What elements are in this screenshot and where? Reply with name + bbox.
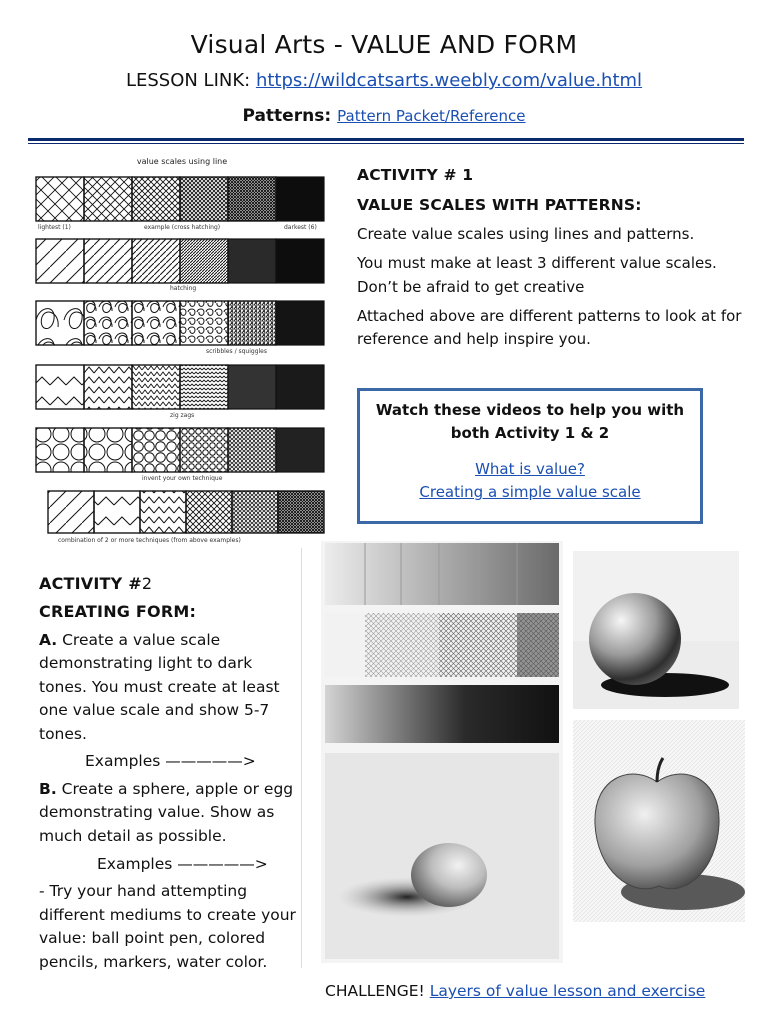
part-b-text: Create a sphere, apple or egg demonstrating value. Show as much detail as possible. xyxy=(39,779,294,845)
caption-lightest: lightest (1) xyxy=(38,224,71,231)
activity-1-heading: ACTIVITY # 1 xyxy=(357,166,474,184)
column-divider xyxy=(301,548,302,968)
videos-heading-line-1: Watch these videos to help you with xyxy=(375,401,685,419)
header-divider xyxy=(28,138,744,141)
patterns-label: Patterns: xyxy=(242,106,332,126)
activity-2-heading xyxy=(39,572,301,596)
activity-2-heading-prefix: ACTIVITY # xyxy=(39,574,142,593)
header-divider-thin xyxy=(28,143,744,144)
videos-heading-line-2: both Activity 1 & 2 xyxy=(450,423,610,442)
scale-row-crosshatch xyxy=(36,177,324,221)
examples-arrow-2: Examples —————> xyxy=(97,854,268,873)
activity-2 xyxy=(39,572,301,978)
scale-row-hatching xyxy=(36,239,324,283)
page-title: Visual Arts - VALUE AND FORM xyxy=(190,30,578,59)
challenge-line xyxy=(325,982,705,1000)
activity-1-text-1: Create value scales using lines and patterns. xyxy=(357,225,695,244)
videos-heading xyxy=(360,399,700,444)
caption-scribbles: scribbles / squiggles xyxy=(206,348,268,355)
patterns-line xyxy=(0,106,768,126)
activity-2-subheading: CREATING FORM: xyxy=(39,602,197,622)
part-b-label: B. xyxy=(39,779,57,798)
caption-hatching: hatching xyxy=(170,285,197,292)
lesson-link-label: LESSON LINK: xyxy=(125,70,256,91)
videos-box xyxy=(357,388,703,524)
activity-2-part-a xyxy=(39,629,301,747)
pattern-packet-link[interactable]: Pattern Packet/Reference xyxy=(337,107,526,125)
scale-row-combination xyxy=(48,491,324,533)
value-strip-1 xyxy=(325,543,559,605)
caption-invent: invent your own technique xyxy=(142,475,223,482)
scales-title: value scales using line xyxy=(136,157,228,166)
what-is-value-link[interactable]: What is value? xyxy=(475,460,585,478)
apple-drawing-image xyxy=(573,720,745,922)
caption-darkest: darkest (6) xyxy=(284,224,317,231)
lesson-link-line xyxy=(0,70,768,91)
activity-1-subheading: VALUE SCALES WITH PATTERNS: xyxy=(357,196,642,215)
caption-example: example (cross hatching) xyxy=(144,224,221,231)
activity-1-text-2: You must make at least 3 different value scales. Don’t be afraid to get creative xyxy=(357,254,717,296)
activity-2-tip: - Try your hand attempting different mediums to create your value: ball point pen, colored pencils, markers, water color. xyxy=(39,882,296,971)
videos-links xyxy=(360,458,700,505)
value-scales-image xyxy=(34,155,330,547)
part-a-label: A. xyxy=(39,630,58,649)
caption-combination: combination of 2 or more techniques (from above examples) xyxy=(58,537,241,544)
value-strip-2 xyxy=(325,613,559,677)
part-a-text: Create a value scale demonstrating light to dark tones. You must create at least one value scale and show 5-7 tones. xyxy=(39,630,280,743)
simple-value-scale-link[interactable]: Creating a simple value scale xyxy=(419,483,641,502)
lesson-url-link[interactable]: https://wildcatsarts.weebly.com/value.html xyxy=(255,70,643,91)
sphere-drawing-image xyxy=(573,551,739,709)
value-gradients-egg-image xyxy=(321,541,563,963)
examples-arrow-1: Examples —————> xyxy=(85,752,256,771)
challenge-label: CHALLENGE! xyxy=(325,982,430,1000)
activity-1 xyxy=(357,163,747,357)
scale-row-scribbles xyxy=(36,301,324,345)
egg-drawing xyxy=(325,753,559,959)
activity-1-text-3: Attached above are different patterns to look at for reference and help inspire you. xyxy=(357,306,742,349)
caption-zigzags: zig zags xyxy=(170,412,195,419)
activity-2-part-b xyxy=(39,778,301,849)
scale-row-invent xyxy=(36,428,324,472)
activity-2-heading-number: 2 xyxy=(141,574,153,593)
scale-row-zigzags xyxy=(36,365,324,409)
layers-of-value-link[interactable]: Layers of value lesson and exercise xyxy=(429,982,706,1000)
value-strip-3 xyxy=(325,685,559,743)
